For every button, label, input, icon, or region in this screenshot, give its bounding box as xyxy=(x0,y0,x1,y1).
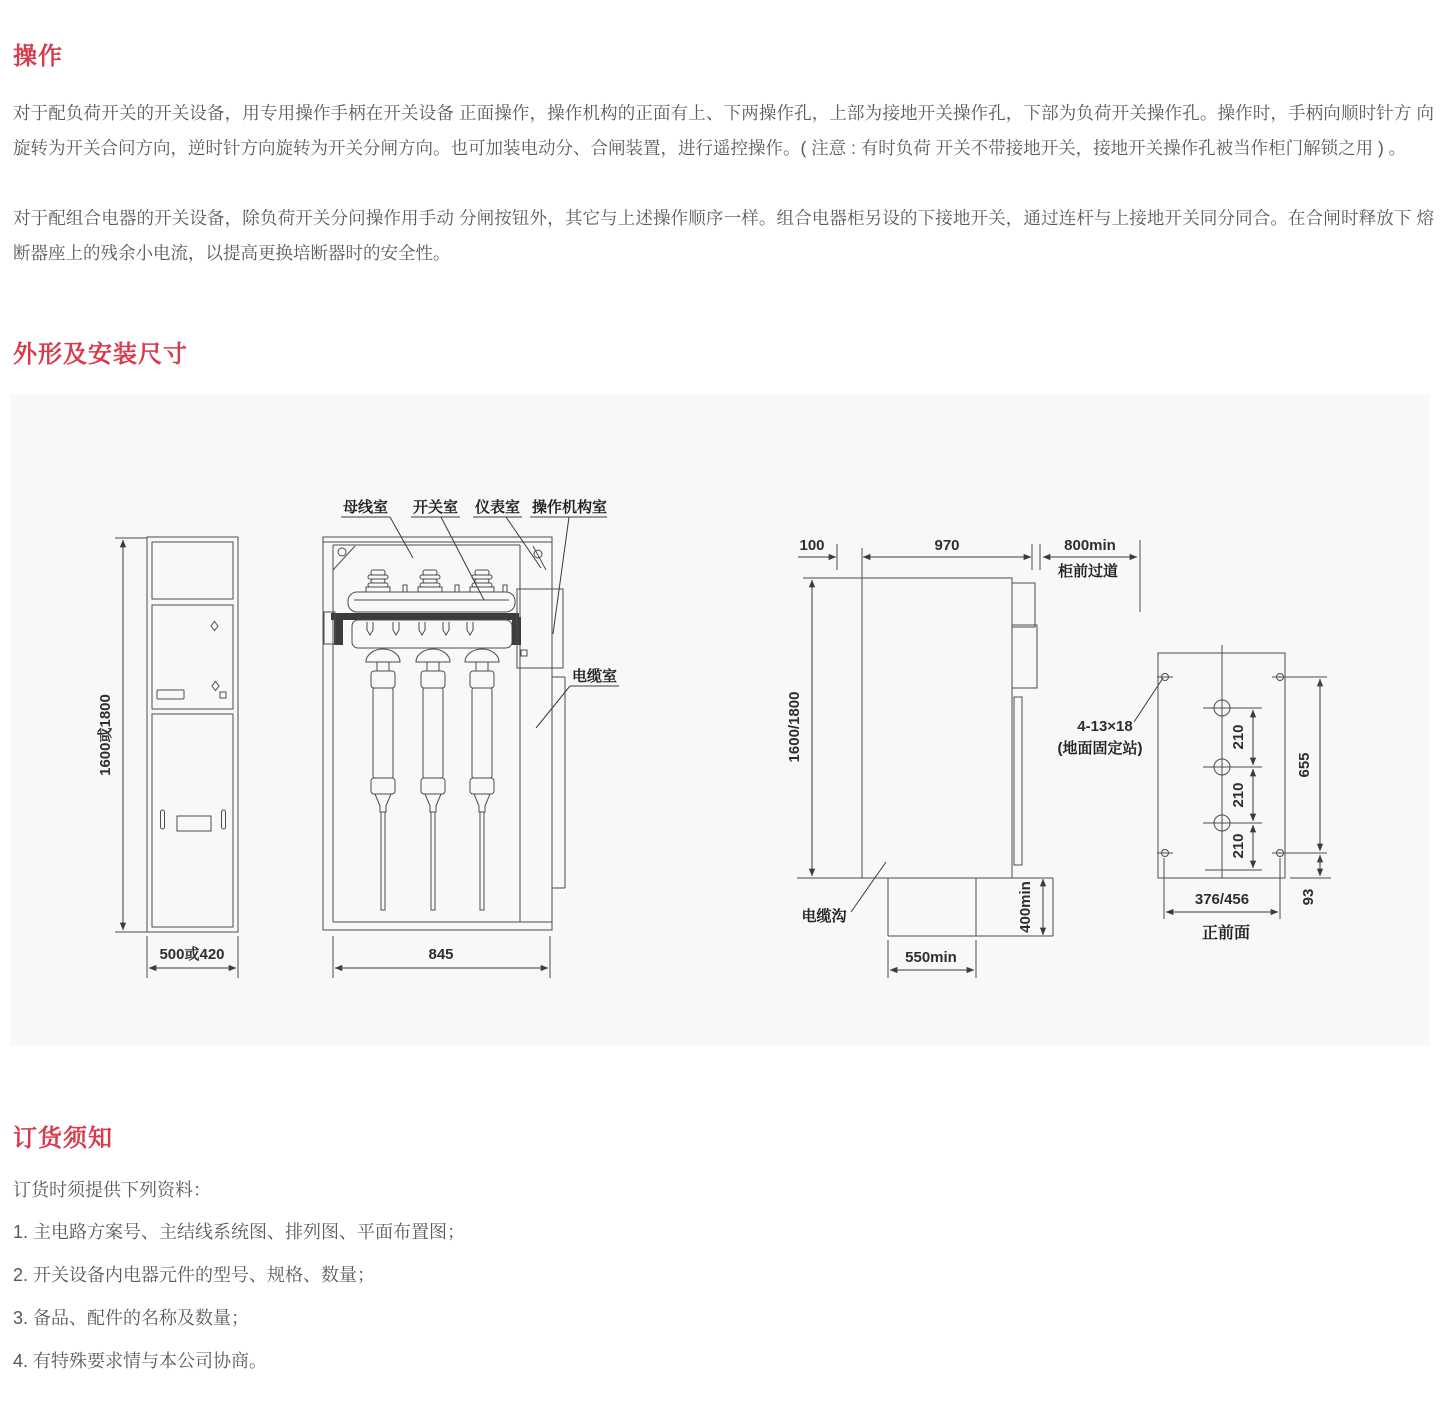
label-meter-room: 仪表室 xyxy=(475,499,521,516)
front-view-width-dim: 845 xyxy=(428,946,454,963)
operation-paragraph-2: 对于配组合电器的开关设备，除负荷开关分问操作用手动 分闸按钮外，其它与上述操作顺序一样。组合电器柜另设的下接地开关，通过连杆与上接地开关同分同合。在合闸时释放下 熔断器座上的残余小电流，以提高更换培断器时的安全性。 xyxy=(13,208,1434,263)
section-heading-operation: 操作 xyxy=(13,43,63,70)
dim-cabinet-depth: 970 xyxy=(934,537,960,554)
section-heading-dimensions: 外形及安装尺寸 xyxy=(13,341,188,368)
front-face-caption: 正前面 xyxy=(1201,925,1251,942)
busbar xyxy=(331,613,519,620)
dim-rear-clearance: 100 xyxy=(799,537,825,554)
fuse-column xyxy=(366,649,400,910)
ordering-item: 1. 主电路方案号、主结线系统图、排列图、平面布置图； xyxy=(13,1222,466,1242)
left-view-height-dim: 1600或1800 xyxy=(97,694,114,776)
dimension-diagram xyxy=(10,394,1430,1046)
bushing xyxy=(366,570,390,592)
ordering-item: 2. 开关设备内电器元件的型号、规格、数量； xyxy=(13,1265,376,1285)
fuse-column xyxy=(465,649,499,910)
dim-cabinet-height: 1600/1800 xyxy=(786,691,803,763)
label-mechanism-room: 操作机构室 xyxy=(532,499,608,516)
ordering-intro: 订货时须提供下列资料： xyxy=(13,1180,211,1200)
handle-slot xyxy=(157,690,184,699)
foundation-front-face xyxy=(1157,645,1331,942)
dim-hole-pitch: 210 xyxy=(1230,833,1247,859)
label-cable-room: 电缆室 xyxy=(572,668,618,685)
dim-hole-pitch: 210 xyxy=(1230,782,1247,808)
diamond-detail xyxy=(211,622,218,631)
left-side-view xyxy=(96,537,238,978)
diamond-detail xyxy=(212,682,219,691)
bushing xyxy=(418,570,442,592)
dimension-diagram-panel xyxy=(10,394,1430,1046)
label-switch-room: 开关室 xyxy=(413,499,459,516)
handle-slot xyxy=(177,816,211,831)
ordering-item: 4. 有特殊要求情与本公司协商。 xyxy=(13,1351,268,1371)
dim-front-aisle: 800min xyxy=(1064,537,1116,554)
fixing-hole-note-2: (地面固定站) xyxy=(1057,740,1143,757)
dim-bottom-offset: 93 xyxy=(1300,888,1317,906)
dim-face-width: 376/456 xyxy=(1194,891,1250,908)
fuse-column xyxy=(416,649,450,910)
dim-hole-span: 655 xyxy=(1296,752,1313,778)
fixing-hole-note: 4-13×18 xyxy=(1077,718,1133,735)
side-section-view xyxy=(786,537,1163,978)
label-busbar-room: 母线室 xyxy=(343,499,389,516)
ordering-item: 3. 备品、配件的名称及数量； xyxy=(13,1308,250,1328)
label-front-aisle: 柜前过道 xyxy=(1057,563,1119,580)
ordering-list xyxy=(13,1211,465,1383)
left-view-width-dim: 500或420 xyxy=(159,946,225,963)
label-cable-trench: 电缆沟 xyxy=(801,908,847,925)
operation-paragraph-1: 对于配负荷开关的开关设备，用专用操作手柄在开关设备 正面操作，操作机构的正面有上、下两操作孔，上部为接地开关操作孔，下部为负荷开关操作孔。操作时，手柄向顺时针方 向旋转为开关合问方向，逆时针方向旋转为开关分闸方向。也可加装电动分、合闸装置，进行遥控操作。( 注意 : 有时负荷 开关不带接地开关，接地开关操作孔被当作柜门解锁之用 ) 。 xyxy=(13,103,1434,158)
switch-body xyxy=(348,592,515,612)
front-internal-view xyxy=(323,498,619,978)
section-heading-ordering: 订货须知 xyxy=(13,1125,113,1152)
dim-trench-width: 550min xyxy=(905,949,957,966)
dim-hole-pitch: 210 xyxy=(1230,724,1247,750)
dim-trench-depth: 400min xyxy=(1017,881,1034,933)
